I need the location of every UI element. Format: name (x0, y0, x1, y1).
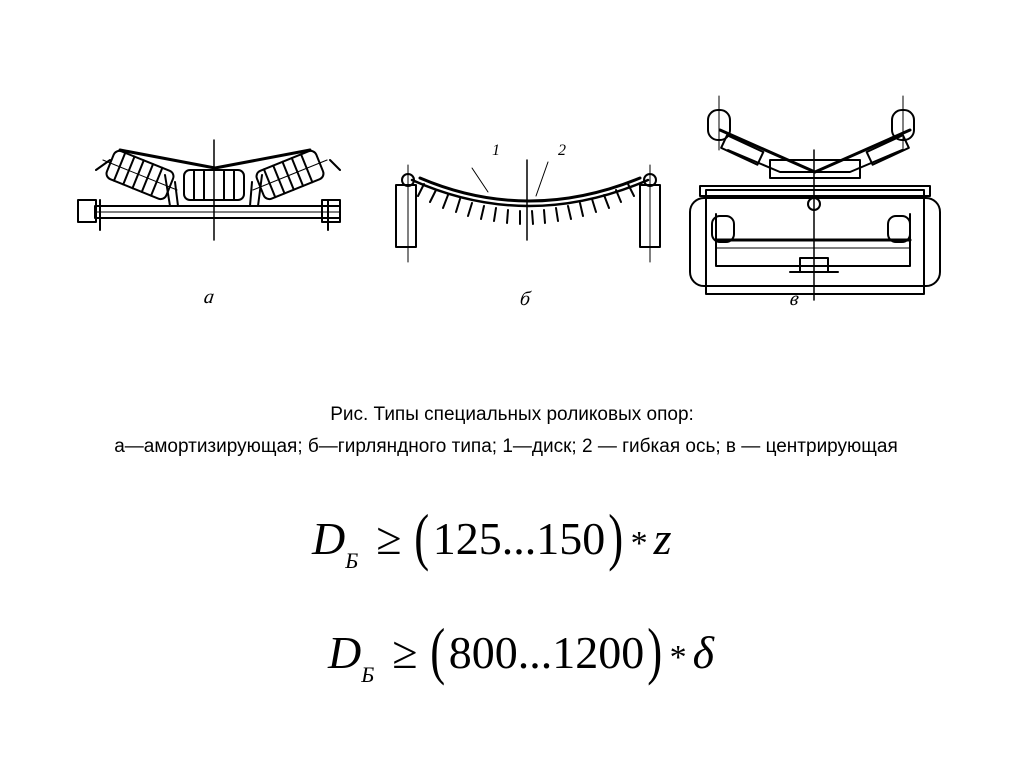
formula2-variable: δ (692, 627, 714, 678)
formula-drum-diameter-thickness (328, 615, 714, 687)
formula1-variable: z (653, 513, 672, 564)
drawing-b-garland (396, 160, 660, 262)
figure-caption-title: Рис. Типы специальных роликовых опор: (330, 404, 694, 425)
part-number-1: 1 (492, 142, 500, 159)
formula1-operator: * (630, 525, 648, 562)
drawing-c-centering (690, 96, 940, 300)
formula2-right-paren: ) (647, 615, 663, 686)
figure-caption-legend: а—амортизирующая; б—гирляндного типа; 1—диск; 2 — гибкая ось; в — центрирующая (114, 436, 898, 457)
formula-drum-diameter-plies (312, 501, 672, 573)
formula1-right-paren: ) (608, 501, 624, 572)
formula1-subscript: Б (345, 548, 359, 573)
label-b: б (518, 288, 532, 310)
formula2-relation: ≥ (392, 627, 418, 678)
part-number-2: 2 (558, 142, 566, 159)
roller-supports-figure (0, 0, 1024, 360)
formula2-left-paren: ( (430, 615, 446, 686)
formula2-subscript: Б (361, 662, 375, 687)
formula1-range: 125...150 (432, 513, 606, 564)
label-a: а (202, 286, 216, 308)
label-c: в (788, 288, 801, 310)
formula1-lhs: D (312, 513, 346, 564)
formula1-left-paren: ( (414, 501, 430, 572)
drawing-a-shock-absorbing (78, 140, 340, 240)
formula2-range: 800...1200 (448, 627, 645, 678)
formula2-operator: * (669, 639, 687, 676)
formula1-relation: ≥ (376, 513, 402, 564)
formula2-lhs: D (328, 627, 362, 678)
